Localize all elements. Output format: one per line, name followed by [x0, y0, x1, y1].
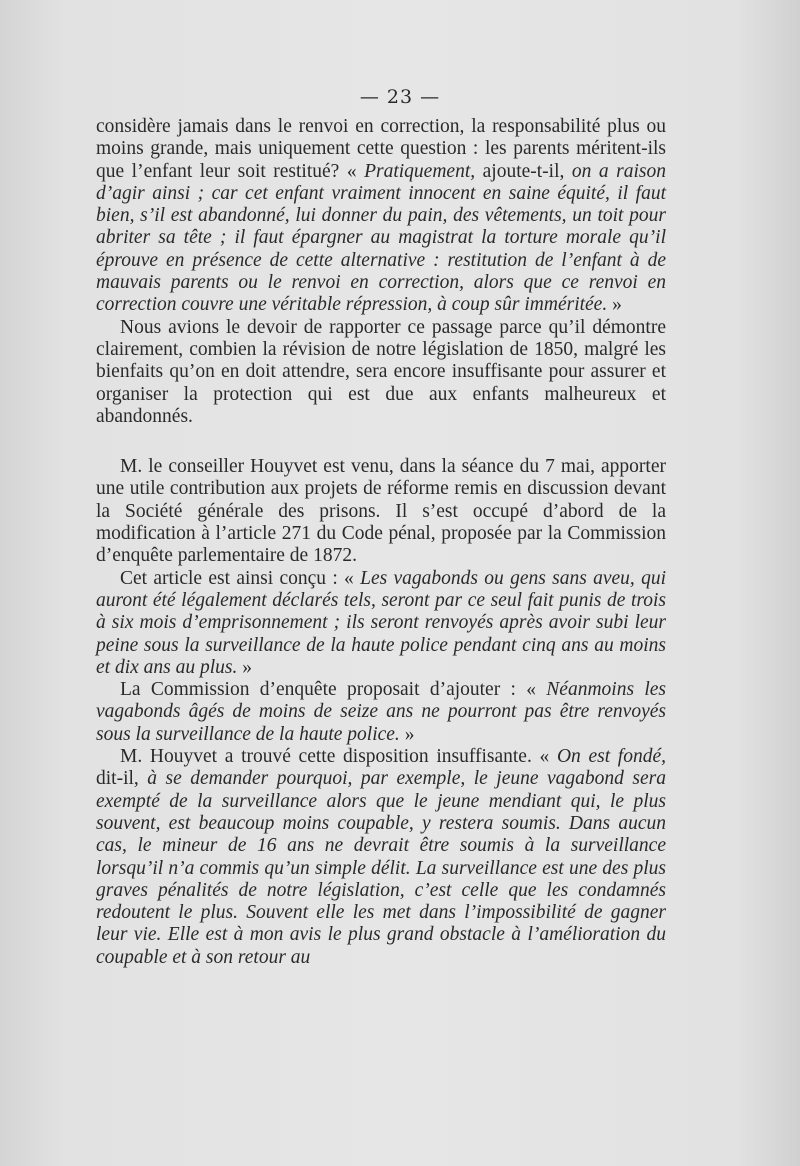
text-run: ajoute-t-il,	[475, 160, 572, 182]
text-run: dit-il,	[96, 768, 148, 790]
page-number: — 23 —	[359, 86, 441, 108]
italic-text: à se demander pourquoi, par exemple, le jeune vagabond sera exempté de la surveillance alors que le jeune mendiant qui, le plus souvent, est beaucoup moins coupable, y restera soumis. Dans aucun cas, le mineur de 16 ans ne devrait être soumis à la surveillance lorsqu’il n’a commis qu’un simple délit. La surveillance est une des plus graves pénalités de notre législation, c’est celle que les condamnés redoutent le plus. Souvent elle les met dans l’impossibilité de gagner leur vie. Elle est à mon avis le plus grand obstacle à l’amélioration du coupable et à son retour au	[96, 768, 666, 968]
text-run: »	[399, 723, 415, 745]
paragraph-p6	[96, 746, 666, 969]
italic-text: Les vagabonds ou gens sans aveu, qui auront été légalement déclarés tels, seront par ce seul fait punis de trois à six mois d’emprisonnement ; ils seront renvoyés après avoir subi leur peine sous la surveillance de la haute police pendant cinq ans au moins et dix ans au plus.	[96, 567, 667, 678]
body-text	[96, 116, 666, 969]
text-run: Cet article est ainsi conçu : «	[120, 567, 361, 589]
text-run: M. le conseiller Houyvet est venu, dans la séance du 7 mai, apporter une utile contribution aux projets de réforme remis en discussion devant la Société générale des prisons. Il s’est occupé d’abord de la modification à l’article 271 du Code pénal, proposée par la Commission d’enquête parlementaire de 1872.	[96, 456, 666, 567]
italic-text: on a raison d’agir ainsi ; car cet enfant vraiment innocent en saine équité, il faut bien, s’il est abandonné, lui donner du pain, des vêtements, un toit pour abriter sa tête ; il faut épargner au magistrat la torture morale qu’il éprouve en présence de cette alternative : restitution de l’enfant à de mauvais parents ou le renvoi en correction, alors que ce renvoi en correction couvre une véritable répression, à coup sûr imméritée.	[96, 160, 666, 316]
text-run: considère jamais dans le renvoi en correction, la responsabilité plus ou moins grande, mais uniquement cette question : les parents méritent-ils que l’enfant leur soit restitué? «	[96, 116, 666, 182]
text-run: »	[237, 656, 252, 678]
text-run: Nous avions le devoir de rapporter ce passage parce qu’il démontre clairement, combien la révision de notre législation de 1850, malgré les bienfaits qu’on en doit attendre, sera encore insuffisante pour assurer et organiser la protection qui est due aux enfants malheureux et abandonnés.	[96, 316, 666, 427]
italic-text: Néanmoins les vagabonds âgés de moins de seize ans ne pourront pas être renvoyés sous la surveillance de la haute police.	[96, 679, 666, 745]
italic-text: On est fondé,	[556, 746, 666, 768]
text-run: »	[607, 294, 622, 316]
italic-text: Pratiquement,	[364, 160, 476, 182]
paragraph-p4	[96, 568, 666, 679]
section-gap	[96, 428, 666, 456]
paragraph-p5	[96, 679, 666, 746]
paragraph-p3	[96, 456, 666, 567]
paragraph-p2	[96, 317, 666, 428]
text-run: M. Houyvet a trouvé cette disposition insuffisante. «	[120, 746, 557, 768]
paragraph-p1	[96, 116, 666, 317]
text-run: La Commission d’enquête proposait d’ajouter : «	[120, 679, 547, 701]
